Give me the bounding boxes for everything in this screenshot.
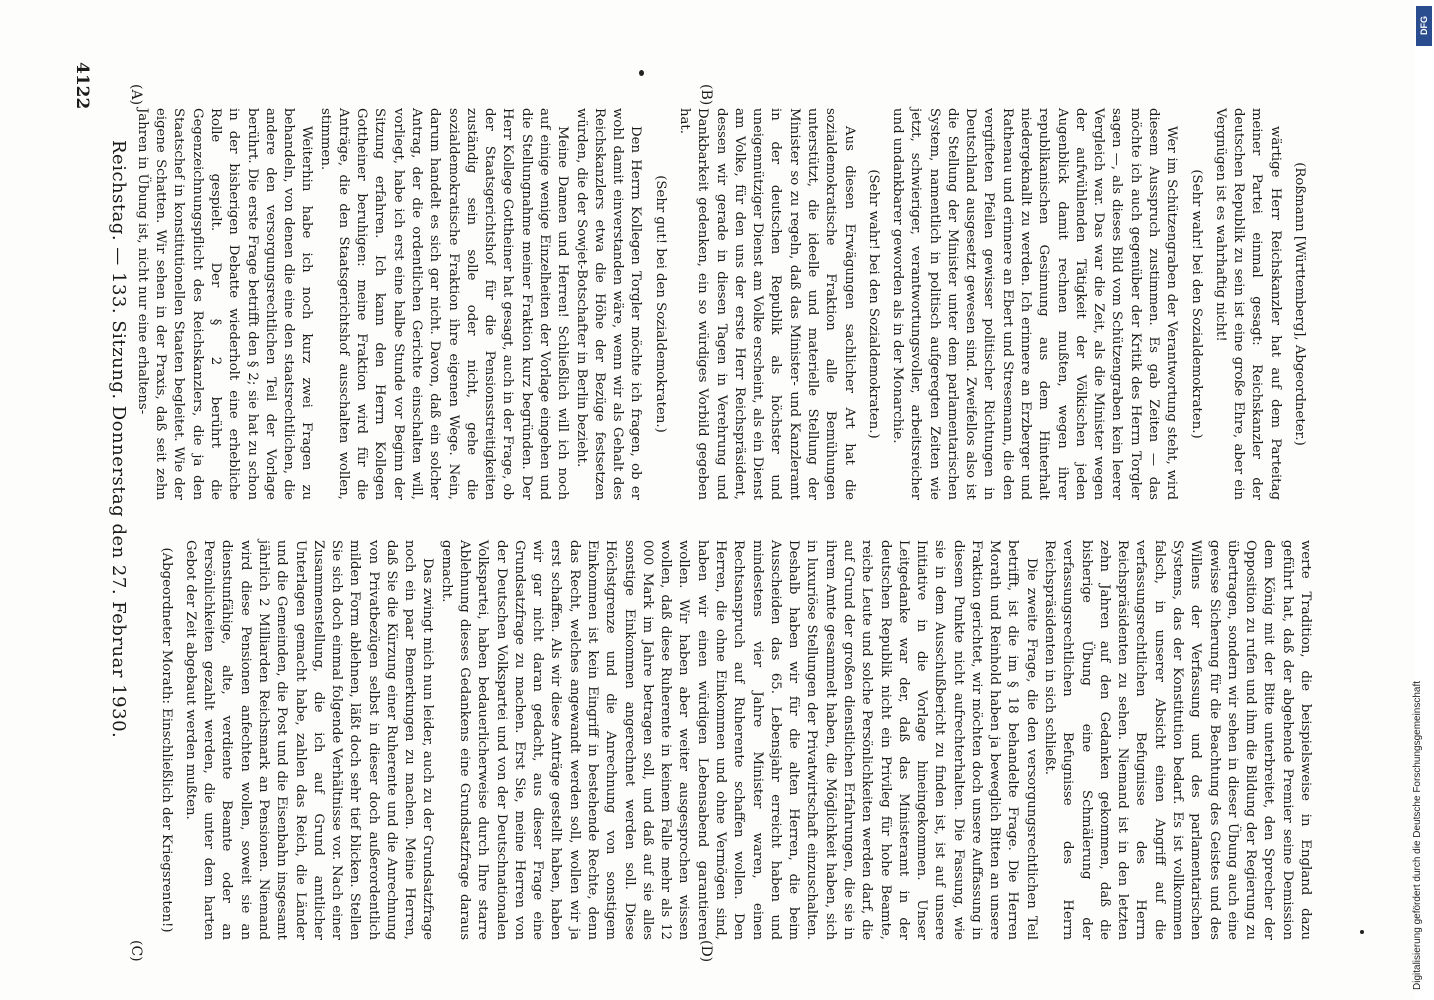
digitization-strip	[1414, 0, 1434, 1000]
page-number: 4122	[72, 62, 92, 110]
left-column	[134, 108, 1314, 500]
left-column-paragraph: Wer im Schützengraben der Verantwortung steht, wird diesem Ausspruch zustimmen. Es gab Zeiten — das möchte ich auch gegenüber der Kritik des Herrn Torgler sagen —, als dieses Bild vom Schützengraben kein leerer Vergleich war. Das war die Zeit, als die Minister wegen der aufwühlenden Tätigkeit der Völkischen jeden Augenblick damit rechnen mußten, wegen ihrer republikanischen Gesinnung aus dem Hinterhalt niedergeknallt zu werden. Ich erinnere an Erzberger und Rathenau und erinnere an Ebert und Stresemann, die den vergifteten Pfeilen gewisser politischer Richtungen in Deutschland ausgesetzt gewesen sind. Zweifellos also ist die Stellung der Minister unter dem parlamentarischen System, namentlich in politisch aufgeregten Zeiten wie jetzt, schwieriger, verantwortungsvoller, arbeitsreicher und undankbarer geworden als in der Monarchie.	[890, 108, 1180, 500]
margin-mark-d: (D)	[698, 940, 714, 963]
left-column-paragraph: (Sehr wahr! bei den Sozialdemokraten.)	[1188, 169, 1204, 439]
left-column-paragraph: (Sehr wahr! bei den Sozialdemokraten.)	[865, 169, 881, 439]
left-column-paragraph: Meine Damen und Herren! Schließlich will ich noch auf einige wenige Einzelheiten der Vorlage eingehen und die Stellungnahme meiner Fraktion kurz begründen. Der Herr Kollege Gottheiner hat gesagt, auch in der Frage, ob der Staatsgerichtshof für die Pensionsstreitigkeiten zuständig sein solle oder nicht, gehe die sozialdemokratische Fraktion ihre eigenen Wege. Nein, darum handelt es sich gar nicht. Davon, daß ein solcher Antrag, der die ordentlichen Gerichte einschalten will, vorliegt, habe ich erst eine halbe Stunde vor Beginn der Sitzung erfahren. Ich kann den Herrn Kollegen Gottheiner beruhigen: meine Fraktion wird für die Anträge, die den Staatsgerichtshof ausschalten wollen, stimmen.	[317, 108, 571, 500]
left-column-paragraph: Weiterhin habe ich noch kurz zwei Fragen zu behandeln, von denen die eine den staatsrechtlichen, die andere den versorgungsrechtlichen Teil der Vorlage berührt. Die erste Frage betrifft den § 2; sie hat zu schon in der bisherigen Debatte wiederholt eine erhebliche Rolle gespielt. Der § 2 berührt die Gegenzeichnungspflicht des Reichskanzlers, die ja den Staatschef in konstitutionellen Staaten begleitet. Wie der eigene Schatten. Wir sehen in der Praxis, daß seit zehn Jahren in Übung ist, nicht nur eine erhaltens-	[134, 108, 315, 500]
margin-mark-c: (C)	[128, 940, 144, 962]
right-column-paragraph: (Abgeordneter Morath: Einschließlich der Kriegsrenten!)	[158, 547, 174, 933]
left-column-paragraph: Aus diesen Erwägungen sachlicher Art hat die sozialdemokratische Fraktion alle Bemühungen unterstützt, die ideelle und materielle Stellung der Minister so zu regeln, daß das Minister- und Kanzleramt in der deutschen Republik als höchster und uneigennütziger Dienst am Volke erscheint, als ein Dienst am Volke, für den uns der erste Herr Reichspräsident, dessen wir gerade in diesen Tagen in Verehrung und Dankbarkeit gedenken, ein so würdiges Vorbild gegeben hat.	[677, 108, 857, 500]
left-column-paragraph: (Sehr gut! bei den Sozialdemokraten.)	[652, 175, 668, 433]
right-column-paragraph: Die zweite Frage, die den versorgungsrechtlichen Teil betrifft, ist die im § 18 behandelte Frage. Die Herren Morath und Reinhold haben ja beweglich Bitten an unsere Fraktion gerichtet, wir möchten doch unsere Auffassung in diesem Punkte nicht aufrechterhalten. Die Fassung, wie sie in dem Ausschußbericht zu finden ist, ist auf unsere Initiative in die Vorlage hineingekommen. Unser Leitgedanke war der, daß das Ministeramt in der deutschen Republik nicht ein Privileg für hohe Beamte, reiche Leute und solche Persönlichkeiten werden darf, die auf Grund der großen dienstlichen Erfahrungen, die sie in ihrem Amte gesammelt haben, die Möglichkeit haben, sich in luxuriöse Stellungen der Privatwirtschaft einzuschalten. Deshalb haben wir für die alten Herren, die beim Ausscheiden das 65. Lebensjahr erreicht haben und mindestens vier Jahre Minister waren, einen Rechtsanspruch auf Ruherente schaffen wollen. Den Herren, die ohne Einkommen und ohne Vermögen sind, haben wir einen würdigen Lebensabend garantieren wollen. Wir haben aber weiter ausgesprochen wissen wollen, daß diese Ruherente in keinem Falle mehr als 12 000 Mark im Jahre betragen soll, und daß auf sie alles sonstige Einkommen angerechnet werden soll. Diese Höchstgrenze und die Anrechnung von sonstigem Einkommen ist kein Eingriff in bestehende Rechte, denn das Recht, welches angewandt werden soll, wollen wir ja erst schaffen. Als wir diese Anträge gestellt haben, haben wir gar nicht daran gedacht, aus dieser Frage eine Grundsatzfrage zu machen. Erst Sie, meine Herren von der Deutschen Volkspartei und von der Deutschnationalen Volkspartei, haben bedauerlicherweise durch Ihre starre Ablehnung dieses Gedankens eine Grundsatzfrage daraus gemacht.	[438, 540, 1039, 940]
scan-speck	[639, 70, 644, 76]
margin-mark-b: (B)	[698, 84, 714, 106]
running-head: Reichstag. — 133. Sitzung. Donnerstag den 27. Februar 1930.	[108, 140, 129, 739]
left-column-paragraph: Den Herrn Kollegen Torgler möchte ich fragen, ob er wohl damit einverstanden wäre, wenn wir als Gehalt des Reichskanzlers etwa die Höhe der Bezüge festsetzen würden, die der Sowjet-Botschafter in Berlin bezieht.	[573, 108, 644, 500]
right-column-paragraph: werte Tradition, die beispielsweise in England dazu geführt hat, daß der abgehende Premier seine Demission dem König mit der Bitte unterbreitet, den Sprecher der Opposition zu rufen und ihm die Bildung der Regierung zu übertragen, sondern wir sehen in dieser Übung auch eine gewisse Sicherung für die Beachtung des Geistes und des Willens der Verfassung und des parlamentarischen Systems, das der Konstitution bedarf. Es ist vollkommen falsch, in unserer Absicht einen Angriff auf die verfassungsrechtlichen Befugnisse des Herrn Reichspräsidenten zu sehen. Niemand ist in den letzten zehn Jahren auf den Gedanken gekommen, daß die bisherige Übung eine Schmälerung der verfassungsrechtlichen Befugnisse des Herrn Reichspräsidenten in sich schließt.	[1042, 540, 1313, 940]
digitization-note: Digitalisierung gefördert durch die Deutsche Forschungsgemeinschaft	[1412, 680, 1423, 990]
margin-mark-a: (A)	[128, 84, 144, 106]
right-column-paragraph: Das zwingt mich nun leider, auch zu der Grundsatzfrage noch ein paar Bemerkungen zu machen. Meine Herren, daß Sie die Kürzung einer Ruherente und die Anrechnung von Privatbezügen selbst in dieser doch außerordentlich milden Form ablehnen, läßt doch sehr tief blicken. Stellen Sie sich doch einmal folgende Verhältnisse vor. Nach einer Zusammenstellung, die ich auf Grund amtlicher Unterlagen gemacht habe, zahlen das Reich, die Länder und die Gemeinden, die Post und die Eisenbahn insgesamt jährlich 2 Milliarden Reichsmark an Pensionen. Niemand wird diese Pensionen anfechten wollen, soweit sie an dienstunfähige, alte, verdiente Beamte oder an Persönlichkeiten gezahlt werden, die unter dem harten Gebot der Zeit abgebaut werden mußten.	[182, 540, 436, 940]
dfg-logo: DFG	[1416, 6, 1432, 46]
left-column-paragraph: wärtige Herr Reichskanzler hat auf dem Parteitag meiner Partei einmal gesagt: Reichskanzler der deutschen Republik zu sein ist eine große Ehre, aber ein Vergnügen ist es wahrhaftig nicht!	[1212, 108, 1283, 500]
left-column-paragraph: (Roßmann [Württemberg], Abgeordneter.)	[1292, 162, 1307, 446]
right-column	[134, 540, 1314, 940]
scan-speck	[1360, 930, 1364, 934]
